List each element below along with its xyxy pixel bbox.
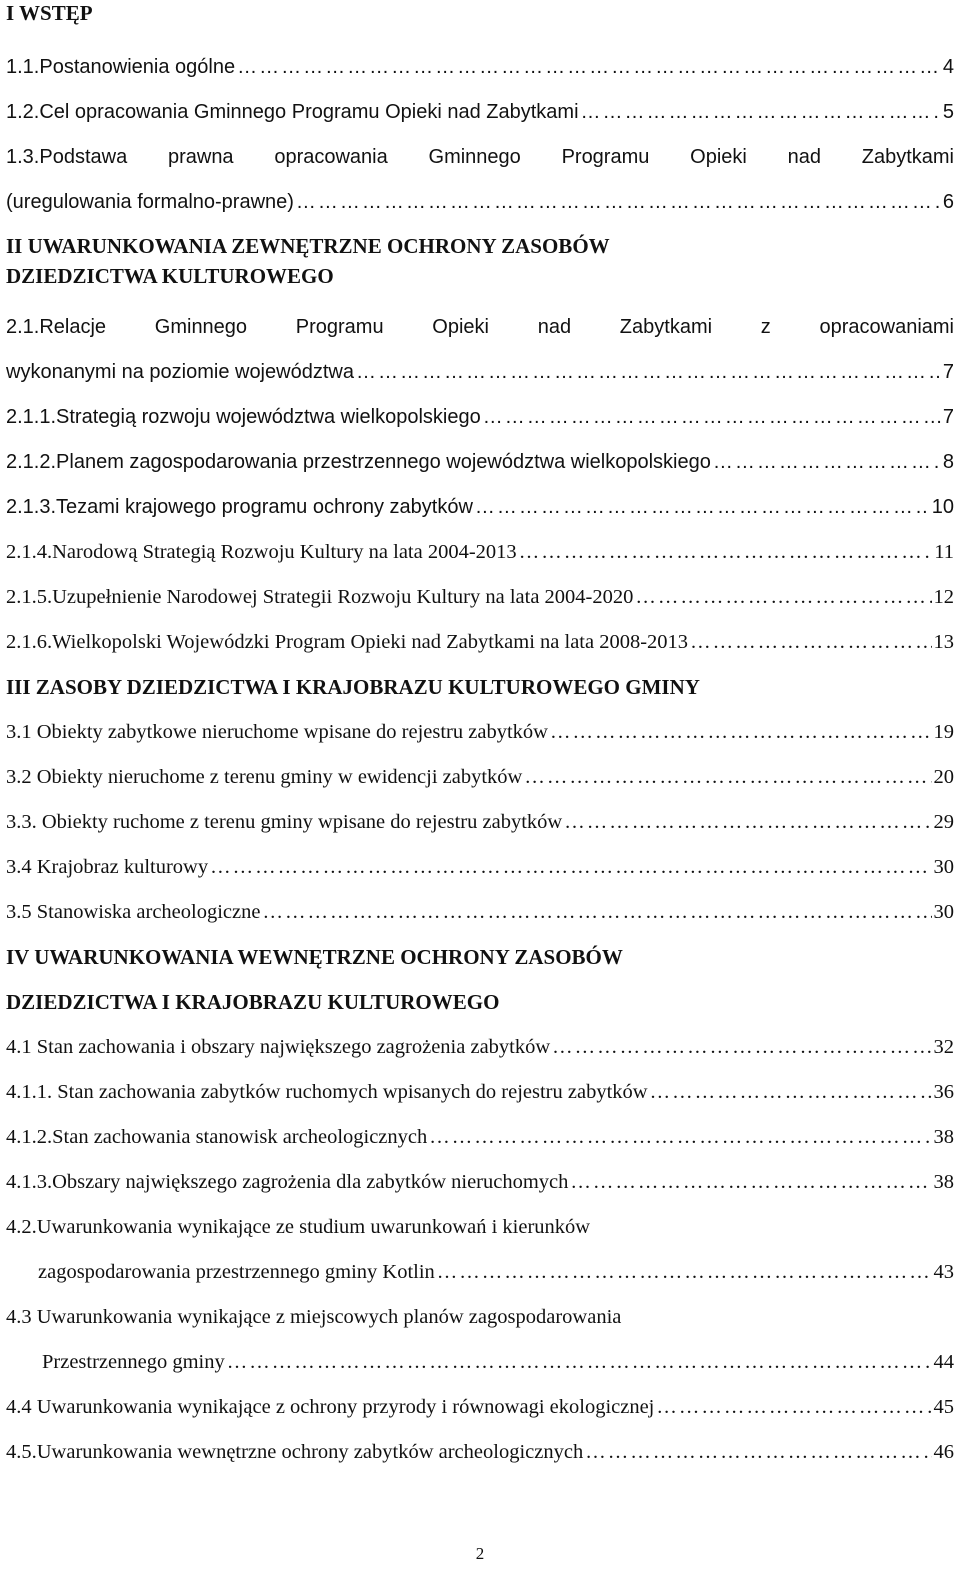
toc-leader-dots xyxy=(437,1250,932,1295)
toc-heading-line: DZIEDZICTWA KULTUROWEGO xyxy=(6,264,334,288)
toc-entry-page: 6 xyxy=(942,191,954,213)
toc-leader-dots xyxy=(650,1070,932,1115)
toc-entry-page: 30 xyxy=(933,901,954,923)
toc-leader-dots xyxy=(550,710,932,755)
toc-leader-dots xyxy=(552,1025,931,1070)
toc-entry-1-3-line-1[interactable]: 1.3.Podstawa prawna opracowania Gminnego Programu Opieki nad Zabytkami xyxy=(6,146,954,168)
toc-entry-title: 1.1.Postanowienia ogólne xyxy=(6,56,236,78)
toc-entry-2-1-line-1[interactable]: 2.1.Relacje Gminnego Programu Opieki nad Zabytkami z opracowaniami xyxy=(6,316,954,338)
toc-entry-2-1-6[interactable] xyxy=(6,620,954,665)
toc-entry-4-1-3[interactable] xyxy=(6,1160,954,1205)
toc-entry-page: 43 xyxy=(933,1261,954,1283)
toc-leader-dots xyxy=(237,45,941,90)
toc-entry-4-5[interactable] xyxy=(6,1430,954,1475)
toc-heading-line: DZIEDZICTWA I KRAJOBRAZU KULTUROWEGO xyxy=(6,990,500,1014)
toc-entry-2-1-1[interactable] xyxy=(6,395,954,440)
toc-entry-title: 2.1.3.Tezami krajowego programu ochrony zabytków xyxy=(6,496,473,518)
toc-entry-title: 3.5 Stanowiska archeologiczne xyxy=(6,901,261,923)
toc-entry-4-4[interactable] xyxy=(6,1385,954,1430)
toc-leader-dots xyxy=(585,1430,931,1475)
toc-leader-dots xyxy=(227,1340,932,1385)
toc-entry-1-2[interactable] xyxy=(6,90,954,135)
toc-entry-title: 2.1.4.Narodową Strategią Rozwoju Kultury na lata 2004-2013 xyxy=(6,541,517,563)
toc-entry-title: 2.1.1.Strategią rozwoju województwa wielkopolskiego xyxy=(6,406,481,428)
toc-entry-title: 3.1 Obiekty zabytkowe nieruchome wpisane do rejestru zabytków xyxy=(6,721,548,743)
toc-entry-page: 38 xyxy=(933,1126,954,1148)
toc-entry-page: 7 xyxy=(942,406,954,428)
toc-entry-title: 4.1.1. Stan zachowania zabytków ruchomych wpisanych do rejestru zabytków xyxy=(6,1081,648,1103)
toc-leader-dots xyxy=(570,1160,931,1205)
toc-entry-page: 4 xyxy=(942,56,954,78)
toc-entry-4-2-line-2[interactable] xyxy=(6,1250,954,1295)
toc-entry-title: 4.4 Uwarunkowania wynikające z ochrony przyrody i równowagi ekologicznej xyxy=(6,1396,655,1418)
toc-heading-line: II UWARUNKOWANIA ZEWNĘTRZNE OCHRONY ZASOBÓW xyxy=(6,234,610,258)
toc-entry-title: 3.4 Krajobraz kulturowy xyxy=(6,856,209,878)
toc-leader-dots xyxy=(483,395,941,440)
toc-entry-page: 10 xyxy=(931,496,954,518)
toc-leader-dots xyxy=(519,530,933,575)
toc-entry-page: 12 xyxy=(933,586,954,608)
toc-entry-title: 1.2.Cel opracowania Gminnego Programu Opieki nad Zabytkami xyxy=(6,101,579,123)
toc-heading-section-4 xyxy=(6,935,954,1025)
toc-entry-2-1-line-2[interactable] xyxy=(6,350,954,395)
toc-entry-2-1-3[interactable] xyxy=(6,485,954,530)
toc-entry-page: 20 xyxy=(933,766,954,788)
toc-entry-title: 2.1.6.Wielkopolski Wojewódzki Program Opieki nad Zabytkami na lata 2008-2013 xyxy=(6,631,689,653)
toc-entry-page: 45 xyxy=(933,1396,954,1418)
toc-entry-1-1[interactable] xyxy=(6,45,954,90)
toc-leader-dots xyxy=(356,350,941,395)
toc-heading-section-1: I WSTĘP xyxy=(6,1,93,25)
toc-entry-3-3[interactable] xyxy=(6,800,954,845)
toc-entry-2-1-2[interactable] xyxy=(6,440,954,485)
toc-entry-title: 4.1.2.Stan zachowania stanowisk archeologicznych xyxy=(6,1126,428,1148)
toc-heading-section-3: III ZASOBY DZIEDZICTWA I KRAJOBRAZU KULTUROWEGO GMINY xyxy=(6,675,700,699)
toc-entry-title: 3.3. Obiekty ruchome z terenu gminy wpisane do rejestru zabytków xyxy=(6,811,563,833)
toc-entry-title: 4.1.3.Obszary największego zagrożenia dla zabytków nieruchomych xyxy=(6,1171,569,1193)
toc-entry-3-1[interactable] xyxy=(6,710,954,755)
toc-entry-page: 30 xyxy=(933,856,954,878)
toc-entry-title: 2.1.5.Uzupełnienie Narodowej Strategii Rozwoju Kultury na lata 2004-2020 xyxy=(6,586,634,608)
toc-entry-title: (uregulowania formalno-prawne) xyxy=(6,191,294,213)
toc-entry-4-1-2[interactable] xyxy=(6,1115,954,1160)
toc-heading-line: IV UWARUNKOWANIA WEWNĘTRZNE OCHRONY ZASOBÓW xyxy=(6,945,623,969)
toc-entry-page: 7 xyxy=(942,361,954,383)
toc-entry-title: Przestrzennego gminy xyxy=(42,1351,225,1373)
toc-entry-4-3-line-2[interactable] xyxy=(6,1340,954,1385)
toc-entry-page: 44 xyxy=(933,1351,954,1373)
toc-leader-dots xyxy=(210,845,931,890)
toc-leader-dots xyxy=(564,800,931,845)
toc-entry-page: 8 xyxy=(942,451,954,473)
toc-entry-4-1[interactable] xyxy=(6,1025,954,1070)
table-of-contents xyxy=(6,0,954,1475)
toc-entry-3-5[interactable] xyxy=(6,890,954,935)
toc-entry-page: 19 xyxy=(933,721,954,743)
toc-entry-page: 5 xyxy=(942,101,954,123)
toc-leader-dots xyxy=(656,1385,931,1430)
toc-leader-dots xyxy=(524,755,931,800)
toc-entry-page: 46 xyxy=(933,1441,954,1463)
toc-heading-section-2 xyxy=(6,225,954,305)
toc-entry-3-4[interactable] xyxy=(6,845,954,890)
toc-entry-page: 29 xyxy=(933,811,954,833)
toc-entry-2-1-4[interactable] xyxy=(6,530,954,575)
toc-entry-title: wykonanymi na poziomie województwa xyxy=(6,361,354,383)
toc-entry-title: 4.5.Uwarunkowania wewnętrzne ochrony zabytków archeologicznych xyxy=(6,1441,584,1463)
toc-entry-title: zagospodarowania przestrzennego gminy Kotlin xyxy=(38,1261,435,1283)
toc-entry-page: 36 xyxy=(933,1081,954,1103)
toc-entry-page: 32 xyxy=(933,1036,954,1058)
toc-leader-dots xyxy=(262,890,931,935)
toc-entry-page: 11 xyxy=(934,541,954,563)
toc-entry-1-3-line-2[interactable] xyxy=(6,180,954,225)
toc-leader-dots xyxy=(713,440,941,485)
toc-entry-page: 13 xyxy=(933,631,954,653)
toc-entry-title: 2.1.2.Planem zagospodarowania przestrzennego województwa wielkopolskiego xyxy=(6,451,711,473)
toc-leader-dots xyxy=(475,485,930,530)
toc-leader-dots xyxy=(635,575,931,620)
toc-entry-3-2[interactable] xyxy=(6,755,954,800)
toc-entry-title: 4.1 Stan zachowania i obszary największego zagrożenia zabytków xyxy=(6,1036,551,1058)
toc-entry-2-1-5[interactable] xyxy=(6,575,954,620)
toc-entry-title: 3.2 Obiekty nieruchome z terenu gminy w ewidencji zabytków xyxy=(6,766,523,788)
toc-entry-page: 38 xyxy=(933,1171,954,1193)
page-number: 2 xyxy=(475,1544,485,1563)
toc-entry-4-2-line-1[interactable]: 4.2.Uwarunkowania wynikające ze studium uwarunkowań i kierunków xyxy=(6,1216,591,1238)
toc-leader-dots xyxy=(690,620,931,665)
toc-leader-dots xyxy=(581,90,941,135)
toc-entry-4-3-line-1[interactable]: 4.3 Uwarunkowania wynikające z miejscowych planów zagospodarowania xyxy=(6,1306,622,1328)
toc-leader-dots xyxy=(296,180,941,225)
toc-leader-dots xyxy=(429,1115,931,1160)
toc-entry-4-1-1[interactable] xyxy=(6,1070,954,1115)
